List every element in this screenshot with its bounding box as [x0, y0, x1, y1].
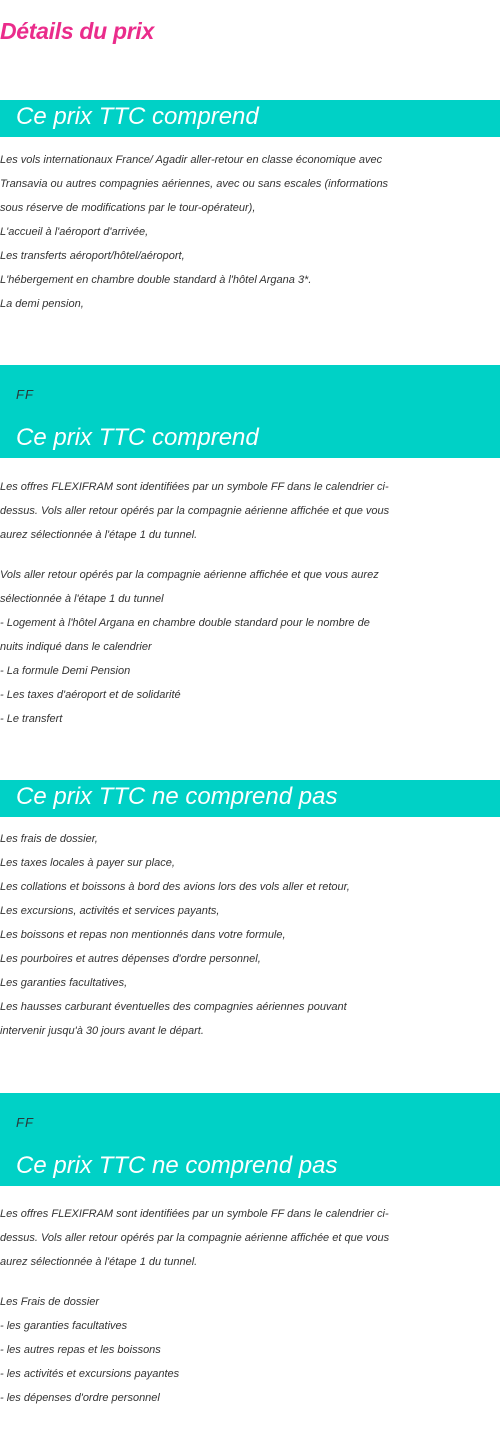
text-line: - les dépenses d'ordre personnel	[0, 1392, 160, 1404]
text-line: Les offres FLEXIFRAM sont identifiées par un symbole FF dans le calendrier ci-	[0, 1208, 389, 1220]
section-body-excluded	[0, 827, 500, 1043]
section-title: Ce prix TTC ne comprend pas	[16, 1152, 338, 1179]
text-line: Transavia ou autres compagnies aériennes, avec ou sans escales (informations	[0, 178, 389, 190]
ff-badge: FF	[16, 1115, 34, 1130]
text-line: Vols aller retour opérés par la compagnie aérienne affichée et que vous aurez	[0, 569, 379, 581]
text-line: Les hausses carburant éventuelles des compagnies aériennes pouvant	[0, 1001, 347, 1013]
section-title: Ce prix TTC comprend	[16, 103, 259, 130]
text-line: Les offres FLEXIFRAM sont identifiées par un symbole FF dans le calendrier ci-	[0, 481, 389, 493]
text-line: intervenir jusqu'à 30 jours avant le départ.	[0, 1025, 204, 1037]
section-header-included	[0, 100, 500, 137]
text-line: Les transferts aéroport/hôtel/aéroport,	[0, 250, 185, 262]
text-line: Les frais de dossier,	[0, 833, 98, 845]
text-line: - les garanties facultatives	[0, 1320, 128, 1332]
section-intro-included-ff	[0, 475, 500, 547]
text-line: Les vols internationaux France/ Agadir aller-retour en classe économique avec	[0, 154, 383, 166]
page-title: Détails du prix	[0, 18, 154, 44]
text-line: - La formule Demi Pension	[0, 665, 131, 677]
text-line: - Les taxes d'aéroport et de solidarité	[0, 689, 181, 701]
section-title: Ce prix TTC comprend	[16, 424, 259, 451]
text-line: Les collations et boissons à bord des avions lors des vols aller et retour,	[0, 881, 350, 893]
text-line: Les Frais de dossier	[0, 1296, 100, 1308]
text-line: - Logement à l'hôtel Argana en chambre double standard pour le nombre de	[0, 617, 370, 629]
section-body-included	[0, 148, 500, 316]
text-line: Les boissons et repas non mentionnés dans votre formule,	[0, 929, 286, 941]
text-line: La demi pension,	[0, 298, 84, 310]
section-title: Ce prix TTC ne comprend pas	[16, 783, 338, 810]
section-body-included-ff	[0, 563, 500, 731]
text-line: - Le transfert	[0, 713, 63, 725]
text-line: - les autres repas et les boissons	[0, 1344, 161, 1356]
section-header-excluded-ff	[0, 1093, 500, 1186]
text-line: L'accueil à l'aéroport d'arrivée,	[0, 226, 149, 238]
text-line: dessus. Vols aller retour opérés par la compagnie aérienne affichée et que vous	[0, 505, 390, 517]
text-line: sélectionnée à l'étape 1 du tunnel	[0, 593, 164, 605]
text-line: Les taxes locales à payer sur place,	[0, 857, 175, 869]
text-line: sous réserve de modifications par le tour-opérateur),	[0, 202, 256, 214]
text-line: aurez sélectionnée à l'étape 1 du tunnel.	[0, 1256, 198, 1268]
text-line: nuits indiqué dans le calendrier	[0, 641, 152, 653]
section-header-included-ff	[0, 365, 500, 458]
text-line: L'hébergement en chambre double standard à l'hôtel Argana 3*.	[0, 274, 312, 286]
text-line: - les activités et excursions payantes	[0, 1368, 180, 1380]
text-line: dessus. Vols aller retour opérés par la compagnie aérienne affichée et que vous	[0, 1232, 390, 1244]
section-header-excluded	[0, 780, 500, 817]
section-intro-excluded-ff	[0, 1202, 500, 1274]
section-body-excluded-ff	[0, 1290, 500, 1410]
text-line: Les pourboires et autres dépenses d'ordre personnel,	[0, 953, 261, 965]
ff-badge: FF	[16, 387, 34, 402]
text-line: Les garanties facultatives,	[0, 977, 128, 989]
text-line: aurez sélectionnée à l'étape 1 du tunnel.	[0, 529, 198, 541]
text-line: Les excursions, activités et services payants,	[0, 905, 220, 917]
